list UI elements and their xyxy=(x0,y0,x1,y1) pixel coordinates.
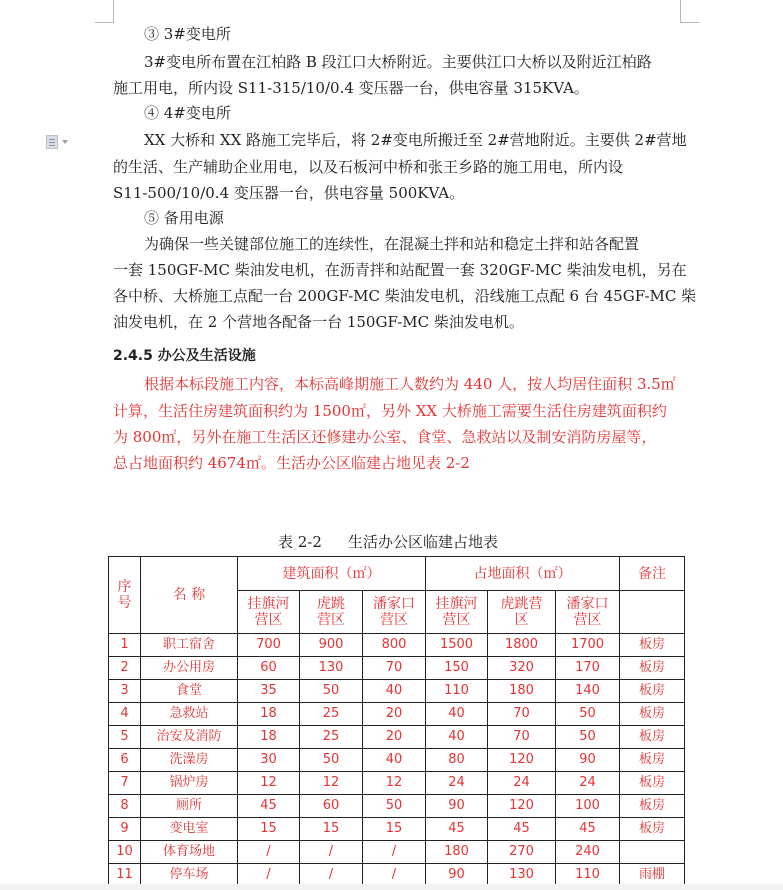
cell-building-hutiao: 130 xyxy=(300,657,363,680)
document-icon xyxy=(46,135,58,149)
cell-building-hutiao: 50 xyxy=(300,749,363,772)
header-building-area: 建筑面积（㎡） xyxy=(238,557,426,591)
cell-building-panjiakou: 40 xyxy=(363,749,426,772)
cell-land-guaqihe: 1500 xyxy=(426,634,488,657)
cell-remark: 雨棚 xyxy=(620,864,685,887)
red-paragraph-line: 根据本标段施工内容，本标高峰期施工人数约为 440 人，按人均居住面积 3.5㎡ xyxy=(144,375,676,393)
table-row xyxy=(109,841,685,864)
subheading-backup-power: ⑤ 备用电源 xyxy=(144,209,224,227)
paragraph-line: XX 大桥和 XX 路施工完毕后，将 2#变电所搬迁至 2#营地附近。主要供 2#营地 xyxy=(144,131,687,149)
subheading-substation-3: ③ 3#变电所 xyxy=(144,25,231,43)
cell-land-hutiao: 270 xyxy=(488,841,556,864)
cell-seq: 1 xyxy=(109,634,141,657)
paragraph-line: 3#变电所布置在江柏路 B 段江口大桥附近。主要供江口大桥以及附近江柏路 xyxy=(144,53,652,71)
cell-remark: 板房 xyxy=(620,634,685,657)
table-row xyxy=(109,680,685,703)
temporary-facilities-table xyxy=(108,556,685,887)
cell-building-panjiakou: 800 xyxy=(363,634,426,657)
header-camp-panjiakou: 潘家口营区 xyxy=(363,591,426,634)
header-camp-hutiao: 虎跳营区 xyxy=(300,591,363,634)
table-row xyxy=(109,772,685,795)
cell-remark: 板房 xyxy=(620,818,685,841)
header-camp-guaqihe: 挂旗河营区 xyxy=(426,591,488,634)
cell-seq: 6 xyxy=(109,749,141,772)
table-row xyxy=(109,657,685,680)
cell-building-hutiao: 12 xyxy=(300,772,363,795)
cell-land-guaqihe: 90 xyxy=(426,864,488,887)
cell-remark: 板房 xyxy=(620,749,685,772)
cell-land-hutiao: 180 xyxy=(488,680,556,703)
cell-building-hutiao: 50 xyxy=(300,680,363,703)
cell-building-panjiakou: / xyxy=(363,864,426,887)
cell-seq: 11 xyxy=(109,864,141,887)
paragraph-line: 的生活、生产辅助企业用电，以及石板河中桥和张王乡路的施工用电，所内设 xyxy=(113,158,624,176)
cell-name: 职工宿舍 xyxy=(141,634,238,657)
cell-building-panjiakou: 50 xyxy=(363,795,426,818)
header-camp-hutiao: 虎跳营区 xyxy=(488,591,556,634)
cell-building-hutiao: 25 xyxy=(300,726,363,749)
header-remark-blank xyxy=(620,591,685,634)
table-body xyxy=(109,634,685,887)
table-row xyxy=(109,634,685,657)
cell-land-panjiakou: 50 xyxy=(556,726,620,749)
cell-land-guaqihe: 24 xyxy=(426,772,488,795)
subheading-substation-4: ④ 4#变电所 xyxy=(144,104,231,122)
cell-remark: 板房 xyxy=(620,772,685,795)
table-number: 表 2-2 xyxy=(278,533,322,551)
header-camp-panjiakou: 潘家口营区 xyxy=(556,591,620,634)
header-land-area: 占地面积（㎡） xyxy=(426,557,620,591)
cell-building-guaqihe: 18 xyxy=(238,703,300,726)
cell-building-panjiakou: 40 xyxy=(363,680,426,703)
cell-building-guaqihe: 12 xyxy=(238,772,300,795)
table-row xyxy=(109,749,685,772)
cell-land-guaqihe: 180 xyxy=(426,841,488,864)
cell-building-guaqihe: 15 xyxy=(238,818,300,841)
cell-building-guaqihe: 700 xyxy=(238,634,300,657)
red-paragraph-line: 计算，生活住房建筑面积约为 1500㎡，另外 XX 大桥施工需要生活住房建筑面积约 xyxy=(113,402,667,420)
table-caption xyxy=(278,531,498,552)
caret-down-icon xyxy=(62,140,68,144)
cell-land-hutiao: 130 xyxy=(488,864,556,887)
cell-remark xyxy=(620,841,685,864)
cell-land-hutiao: 320 xyxy=(488,657,556,680)
paragraph-menu-icon[interactable] xyxy=(46,133,74,151)
cell-land-guaqihe: 40 xyxy=(426,726,488,749)
cell-remark: 板房 xyxy=(620,726,685,749)
cell-name: 急救站 xyxy=(141,703,238,726)
table-row xyxy=(109,726,685,749)
paragraph-line: 各中桥、大桥施工点配一台 200GF-MC 柴油发电机，沿线施工点配 6 台 45GF-MC 柴 xyxy=(113,287,697,305)
header-seq: 序号 xyxy=(109,557,141,634)
table-title: 生活办公区临建占地表 xyxy=(347,533,498,551)
cell-land-guaqihe: 110 xyxy=(426,680,488,703)
page-corner-mark-left xyxy=(95,0,114,23)
cell-building-guaqihe: 30 xyxy=(238,749,300,772)
cell-land-panjiakou: 110 xyxy=(556,864,620,887)
cell-land-panjiakou: 140 xyxy=(556,680,620,703)
cell-land-hutiao: 70 xyxy=(488,703,556,726)
cell-land-hutiao: 24 xyxy=(488,772,556,795)
cell-building-panjiakou: 12 xyxy=(363,772,426,795)
cell-land-panjiakou: 240 xyxy=(556,841,620,864)
cell-building-panjiakou: 15 xyxy=(363,818,426,841)
cell-building-panjiakou: 20 xyxy=(363,703,426,726)
cell-land-panjiakou: 45 xyxy=(556,818,620,841)
cell-building-guaqihe: / xyxy=(238,864,300,887)
table-row xyxy=(109,703,685,726)
cell-land-guaqihe: 150 xyxy=(426,657,488,680)
cell-land-guaqihe: 40 xyxy=(426,703,488,726)
cell-land-hutiao: 120 xyxy=(488,749,556,772)
cell-remark: 板房 xyxy=(620,795,685,818)
cell-land-guaqihe: 45 xyxy=(426,818,488,841)
table-row xyxy=(109,818,685,841)
cell-remark: 板房 xyxy=(620,680,685,703)
cell-land-hutiao: 120 xyxy=(488,795,556,818)
header-name: 名 称 xyxy=(141,557,238,634)
cell-building-hutiao: 900 xyxy=(300,634,363,657)
page-corner-mark-right xyxy=(680,0,699,23)
cell-land-guaqihe: 90 xyxy=(426,795,488,818)
cell-name: 食堂 xyxy=(141,680,238,703)
cell-building-hutiao: 25 xyxy=(300,703,363,726)
cell-land-panjiakou: 1700 xyxy=(556,634,620,657)
cell-building-hutiao: 15 xyxy=(300,818,363,841)
cell-building-guaqihe: 35 xyxy=(238,680,300,703)
cell-remark: 板房 xyxy=(620,703,685,726)
paragraph-line: 为确保一些关键部位施工的连续性，在混凝土拌和站和稳定土拌和站各配置 xyxy=(144,235,640,253)
cell-seq: 10 xyxy=(109,841,141,864)
cell-seq: 3 xyxy=(109,680,141,703)
cell-seq: 9 xyxy=(109,818,141,841)
cell-seq: 4 xyxy=(109,703,141,726)
cell-building-hutiao: 60 xyxy=(300,795,363,818)
paragraph-line: 一套 150GF-MC 柴油发电机，在沥青拌和站配置一套 320GF-MC 柴油发电机，另在 xyxy=(113,261,687,279)
cell-building-hutiao: / xyxy=(300,841,363,864)
cell-land-panjiakou: 170 xyxy=(556,657,620,680)
window-bottom-strip xyxy=(0,884,783,890)
cell-building-guaqihe: 60 xyxy=(238,657,300,680)
cell-land-hutiao: 1800 xyxy=(488,634,556,657)
cell-name: 治安及消防 xyxy=(141,726,238,749)
cell-building-panjiakou: 70 xyxy=(363,657,426,680)
cell-land-panjiakou: 50 xyxy=(556,703,620,726)
red-paragraph-line: 为 800㎡，另外在施工生活区还修建办公室、食堂、急救站以及制安消防房屋等， xyxy=(113,428,657,446)
cell-land-panjiakou: 90 xyxy=(556,749,620,772)
table-row xyxy=(109,795,685,818)
cell-name: 体育场地 xyxy=(141,841,238,864)
header-camp-guaqihe: 挂旗河营区 xyxy=(238,591,300,634)
cell-seq: 8 xyxy=(109,795,141,818)
cell-remark: 板房 xyxy=(620,657,685,680)
cell-building-panjiakou: 20 xyxy=(363,726,426,749)
cell-name: 厕所 xyxy=(141,795,238,818)
paragraph-line: 油发电机，在 2 个营地各配备一台 150GF-MC 柴油发电机。 xyxy=(113,313,524,331)
paragraph-line: 施工用电，所内设 S11-315/10/0.4 变压器一台，供电容量 315KVA。 xyxy=(113,79,589,97)
section-heading: 2.4.5 办公及生活设施 xyxy=(113,348,256,364)
cell-land-guaqihe: 80 xyxy=(426,749,488,772)
cell-name: 办公用房 xyxy=(141,657,238,680)
cell-seq: 5 xyxy=(109,726,141,749)
cell-seq: 2 xyxy=(109,657,141,680)
paragraph-line: S11-500/10/0.4 变压器一台，供电容量 500KVA。 xyxy=(113,184,465,202)
cell-land-panjiakou: 100 xyxy=(556,795,620,818)
cell-land-hutiao: 70 xyxy=(488,726,556,749)
cell-name: 洗澡房 xyxy=(141,749,238,772)
cell-building-panjiakou: / xyxy=(363,841,426,864)
cell-building-guaqihe: 45 xyxy=(238,795,300,818)
cell-building-guaqihe: / xyxy=(238,841,300,864)
cell-name: 变电室 xyxy=(141,818,238,841)
cell-building-hutiao: / xyxy=(300,864,363,887)
cell-name: 锅炉房 xyxy=(141,772,238,795)
cell-building-guaqihe: 18 xyxy=(238,726,300,749)
cell-name: 停车场 xyxy=(141,864,238,887)
cell-land-panjiakou: 24 xyxy=(556,772,620,795)
header-remark: 备注 xyxy=(620,557,685,591)
cell-land-hutiao: 45 xyxy=(488,818,556,841)
red-paragraph-line: 总占地面积约 4674㎡。生活办公区临建占地见表 2-2 xyxy=(113,454,470,472)
cell-seq: 7 xyxy=(109,772,141,795)
